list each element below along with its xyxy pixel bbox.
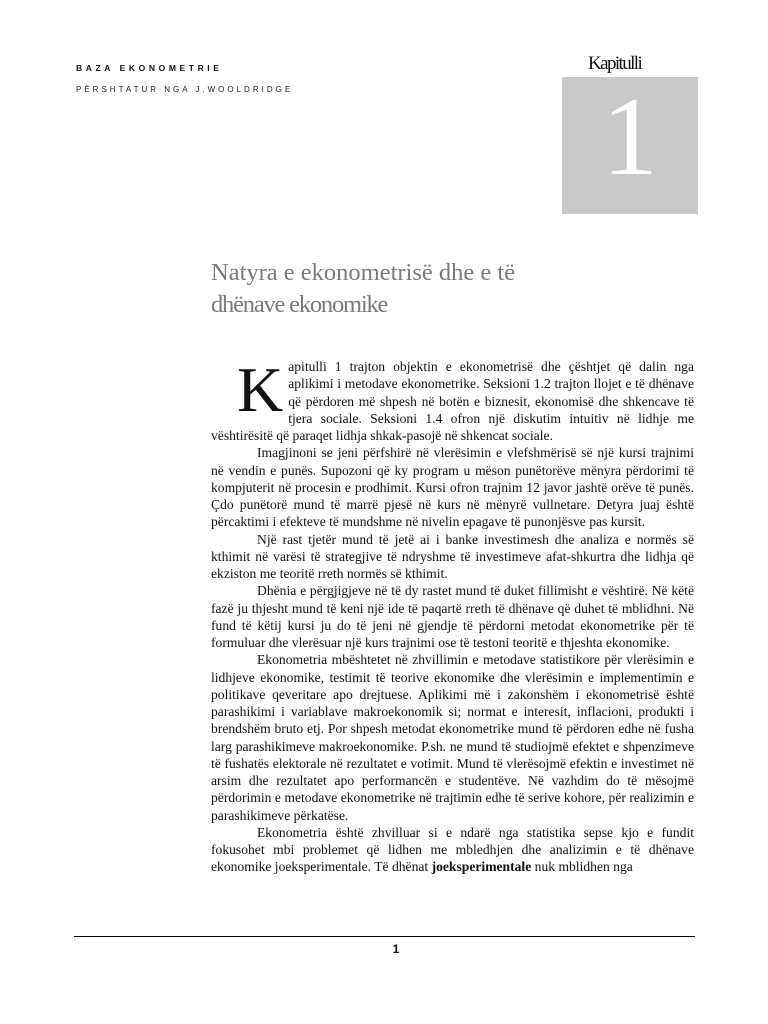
chapter-title-line-2: dhënave ekonomike [211, 291, 388, 318]
page-number: 1 [392, 942, 400, 956]
chapter-number-box [562, 77, 698, 214]
footer-rule [74, 936, 695, 937]
paragraph-3: Një rast tjetër mund të jetë ai i banke investimesh dhe analiza e normës së kthimit në varësi të strategjive të ndryshme të investimeve afat-shkurtra dhe lidhja që ekziston me teoritë rreth normës së kthimit. [211, 531, 694, 581]
paragraph-6-text-start: Ekonometria është zhvilluar si e ndarë nga statistika sepse kjo e fundit fokusohet mbi problemet që lidhen me mbledhjen dhe analizimin e të dhënave ekonomike joeksperimentale. Të dhënat [211, 824, 694, 875]
body-text [211, 354, 694, 876]
bold-term: joeksperimentale [431, 859, 532, 875]
paragraph-6-text-end: nuk mblidhen nga [531, 859, 633, 875]
book-title: BAZA EKONOMETRIE [76, 63, 223, 73]
paragraph-1 [211, 354, 694, 444]
chapter-number: 1 [602, 75, 658, 199]
chapter-title-line-1: Natyra e ekonometrisë dhe e të [211, 259, 516, 286]
paragraph-1-text: apitulli 1 trajton objektin e ekonometrisë dhe çështjet që dalin nga aplikimi i metodave ekonometrike. Seksioni 1.2 trajton llojet e të dhënave që përdoren më shpesh në botën e biznesit, ekonomisë dhe shkencave të tjera sociale. Seksioni 1.4 ofron një diskutim intuitiv në lidhje me vështirësitë që paraqet lidhja shkak-pasojë në shkencat sociale. [211, 359, 694, 443]
paragraph-4: Dhënia e përgjigjeve në të dy rastet mund të duket fillimisht e vështirë. Në këtë fazë ju thjesht mund të keni një ide të paqartë rreth të dhënave që duhet të mblidhni. Në fund të këtij kursi ju do të jeni në gjendje të përdorni metodat ekonometrike për të formuluar dhe vlerësuar një kurs trajnimi ose të testoni teoritë e thjeshta ekonomike. [211, 583, 694, 650]
chapter-label: Kapitulli [588, 53, 642, 74]
book-subtitle: PËRSHTATUR NGA J.WOOLDRIDGE [76, 85, 294, 94]
chapter-title [211, 257, 651, 321]
paragraph-5: Ekonometria mbështetet në zhvillimin e metodave statistikore për vlerësimin e lidhjeve ekonomike, testimit të teorive ekonomike dhe vlerësimin e implementimin e politikave qeveritare apo drejtuese. Aplikimi më i zakonshëm i ekonometrisë është parashikimi i variablave makroekonomik si; normat e interesit, inflacioni, produkti i brendshëm bruto etj. Por shpesh metodat ekonometrike mund të përdoren edhe në fusha larg parashikimeve makroekonomike. P.sh. ne mund të studiojmë efektet e shpenzimeve të fushatës elektorale në rezultatet e votimit. Mund të vlerësojmë efektin e investimet në arsim dhe rezultatet apo performancën e studentëve. Në vazhdim do të mësojmë përdorimin e metodave ekonometrike në trajtimin edhe të serive kohore, për realizimin e parashikimeve përkatëse. [211, 652, 694, 823]
drop-cap: K [237, 354, 284, 425]
paragraph-2: Imagjinoni se jeni përfshirë në vlerësimin e vlefshmërisë së një kursi trajnimi në vendin e punës. Supozoni që ky program u mëson punëtorëve mënyra përdorimi të kompjuterit në procesin e prodhimit. Kursi ofron trajnim 12 javor jashtë orëve të punës. Çdo punëtorë mund të marrë pjesë në kurs në mënyrë vullnetare. Detyra juaj është përcaktimi i efekteve të mundshme në nivelin epagave të punonjësve pas kursit. [211, 445, 694, 530]
paragraph-6 [211, 824, 694, 876]
